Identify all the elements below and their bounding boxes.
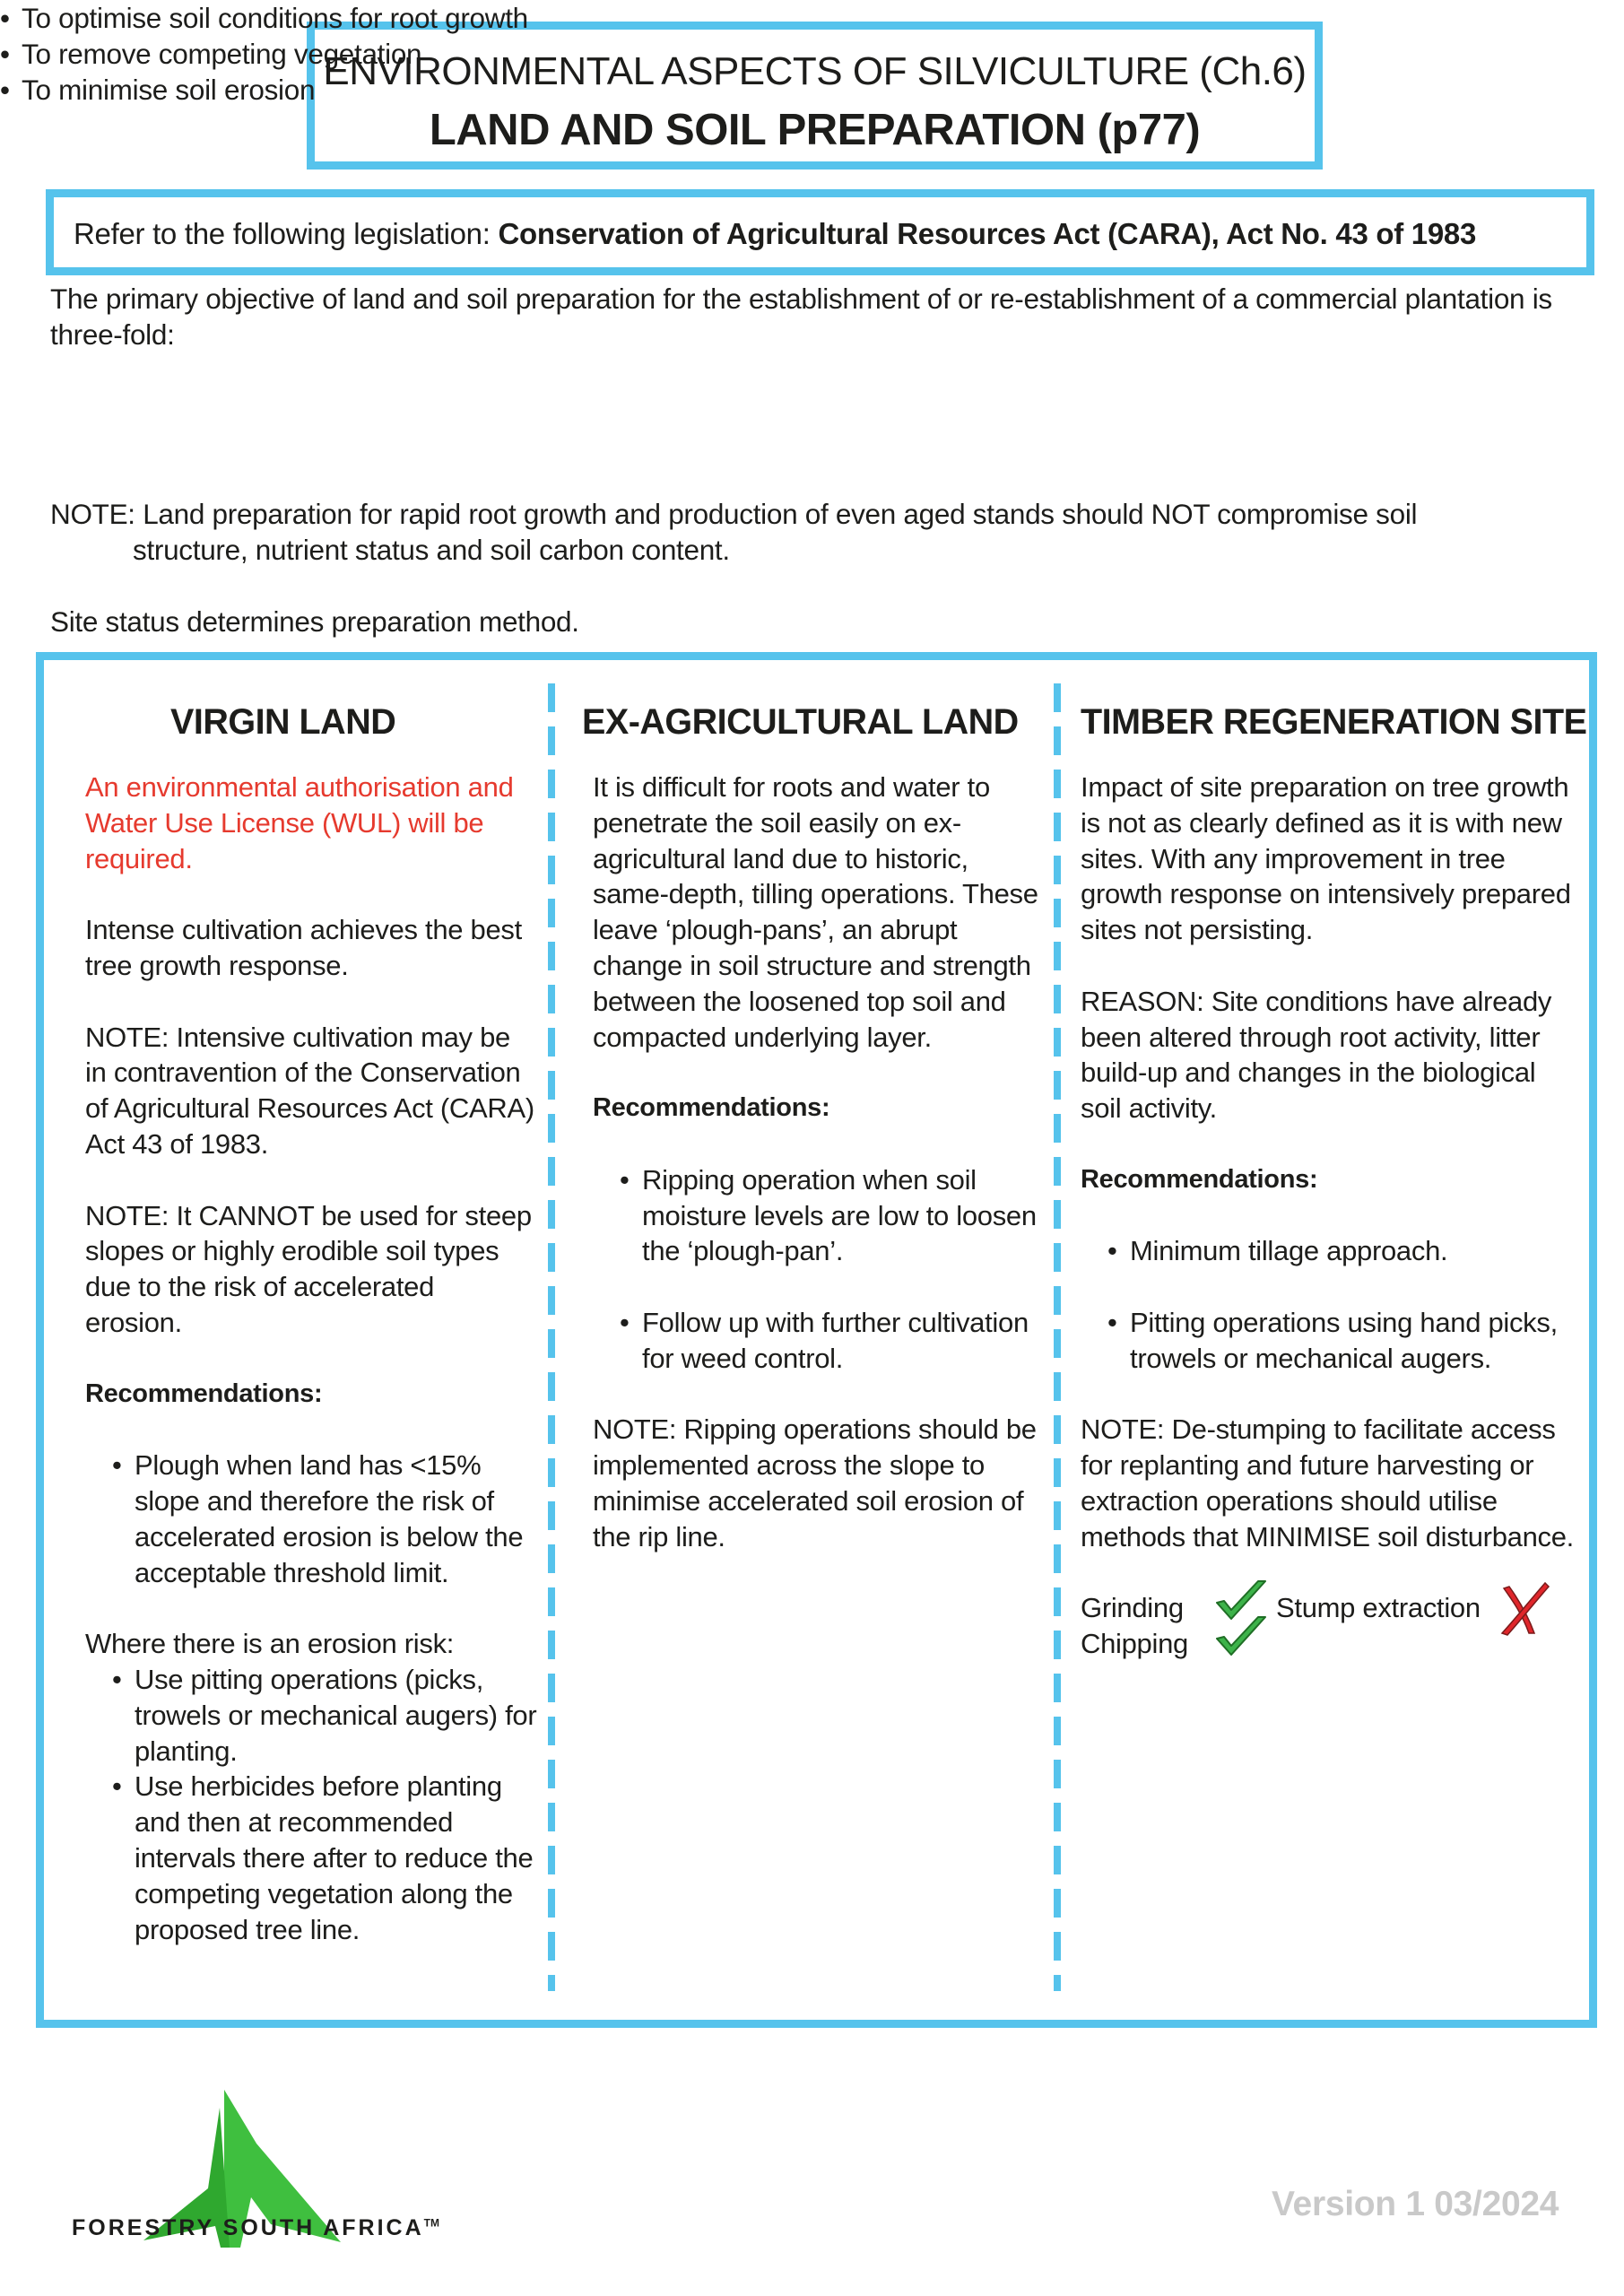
timber-paragraph-1: Impact of site preparation on tree growth is not as clearly defined as it is with new sites. With any improvement in tree growth response on intensively prepared sites not persisting. <box>1081 771 1571 946</box>
version-label: Version 1 03/2024 <box>1272 2185 1559 2223</box>
recommendation-item: • Follow up with further cultivation for weed control. <box>593 1305 1046 1377</box>
ex-agricultural-recommendations-heading: Recommendations: <box>593 1093 830 1123</box>
destumping-methods <box>1081 1590 1583 1671</box>
virgin-land-heading: VIRGIN LAND <box>170 702 396 742</box>
chapter-title: ENVIRONMENTAL ASPECTS OF SILVICULTURE (Ch.6) <box>323 49 1307 93</box>
virgin-paragraph-1: Intense cultivation achieves the best tree growth response. <box>85 914 522 981</box>
organisation-name-text: FORESTRY SOUTH AFRICA <box>72 2215 424 2240</box>
intro-note-line2: structure, nutrient status and soil carbon content. <box>133 534 730 566</box>
erosion-item: • Use pitting operations (picks, trowels or mechanical augers) for planting. <box>85 1662 538 1769</box>
ex-agricultural-paragraph: It is difficult for roots and water to penetrate the soil easily on ex-agricultural land due to historic, same-depth, tilling operations. These leave ‘plough-pans’, an abrupt change in soil structure and strength between the loosened top soil and compacted underlying layer. <box>593 771 1038 1053</box>
virgin-note-1: NOTE: Intensive cultivation may be in contravention of the Conservation of Agricultural Resources Act (CARA) Act 43 of 1983. <box>85 1021 534 1160</box>
objective-item: • To remove competing vegetation <box>0 36 1624 72</box>
method-chipping: Chipping <box>1081 1628 1188 1660</box>
timber-recommendations-list <box>1081 1233 1583 1376</box>
legislation-act: Conservation of Agricultural Resources Act (CARA), Act No. 43 of 1983 <box>498 217 1477 250</box>
site-status-text: Site status determines preparation method. <box>50 605 579 638</box>
intro-paragraph: The primary objective of land and soil preparation for the establishment of or re-establishment of a commercial plantation is three-fold: <box>50 283 1552 351</box>
column-divider <box>1054 683 1061 1991</box>
virgin-recommendations-heading: Recommendations: <box>85 1378 323 1408</box>
method-grinding: Grinding <box>1081 1592 1184 1624</box>
method-stump-extraction: Stump extraction <box>1276 1592 1481 1624</box>
virgin-recommendations-list <box>85 1448 538 1590</box>
intro-note <box>50 496 1593 568</box>
legislation-prefix: Refer to the following legislation: <box>74 217 499 250</box>
ex-agricultural-recommendations-list <box>593 1162 1046 1377</box>
recommendation-item: • Pitting operations using hand picks, trowels or mechanical augers. <box>1081 1305 1583 1377</box>
authorisation-warning: An environmental authorisation and Water Use License (WUL) will be required. <box>85 771 514 874</box>
intro-note-line1: NOTE: Land preparation for rapid root growth and production of even aged stands should NOT compromise soil <box>50 498 1418 530</box>
objective-item: • To minimise soil erosion <box>0 72 1624 108</box>
erosion-risk-list <box>85 1662 538 1947</box>
erosion-item: • Use herbicides before planting and then at recommended intervals there after to reduce the competing vegetation along the proposed tree line. <box>85 1769 538 1947</box>
legislation-box <box>46 189 1594 275</box>
page-title: LAND AND SOIL PREPARATION (p77) <box>429 106 1201 154</box>
recommendation-item: • Minimum tillage approach. <box>1081 1233 1583 1269</box>
virgin-note-2: NOTE: It CANNOT be used for steep slopes or highly erodible soil types due to the risk of accelerated erosion. <box>85 1199 532 1338</box>
timber-recommendations-heading: Recommendations: <box>1081 1164 1318 1194</box>
virgin-land-column <box>85 701 538 1947</box>
objectives-list <box>0 0 1624 108</box>
legislation-text <box>74 217 1476 251</box>
timber-reason: REASON: Site conditions have already been altered through root activity, litter build-up and changes in the biological soil activity. <box>1081 985 1552 1125</box>
timber-destumping-note: NOTE: De-stumping to facilitate access for replanting and future harvesting or extraction operations should utilise methods that MINIMISE soil disturbance. <box>1081 1413 1574 1552</box>
timber-regeneration-heading: TIMBER REGENERATION SITE <box>1081 702 1587 742</box>
erosion-risk-heading: Where there is an erosion risk: <box>85 1628 455 1660</box>
objective-item: • To optimise soil conditions for root growth <box>0 0 1624 36</box>
recommendation-item: • Plough when land has <15% slope and therefore the risk of accelerated erosion is below the acceptable threshold limit. <box>85 1448 538 1590</box>
ex-agricultural-heading: EX-AGRICULTURAL LAND <box>582 702 1019 742</box>
timber-regeneration-column <box>1081 701 1587 1671</box>
column-divider <box>548 683 555 1991</box>
ex-agricultural-note: NOTE: Ripping operations should be implemented across the slope to minimise accelerated soil erosion of the rip line. <box>593 1413 1037 1552</box>
organisation-name <box>72 2215 439 2241</box>
trademark-mark: TM <box>423 2216 439 2230</box>
cross-icon <box>1495 1579 1550 1642</box>
recommendation-item: • Ripping operation when soil moisture levels are low to loosen the ‘plough-pan’. <box>593 1162 1046 1269</box>
ex-agricultural-column <box>582 701 1046 1590</box>
check-icon <box>1213 1613 1269 1662</box>
